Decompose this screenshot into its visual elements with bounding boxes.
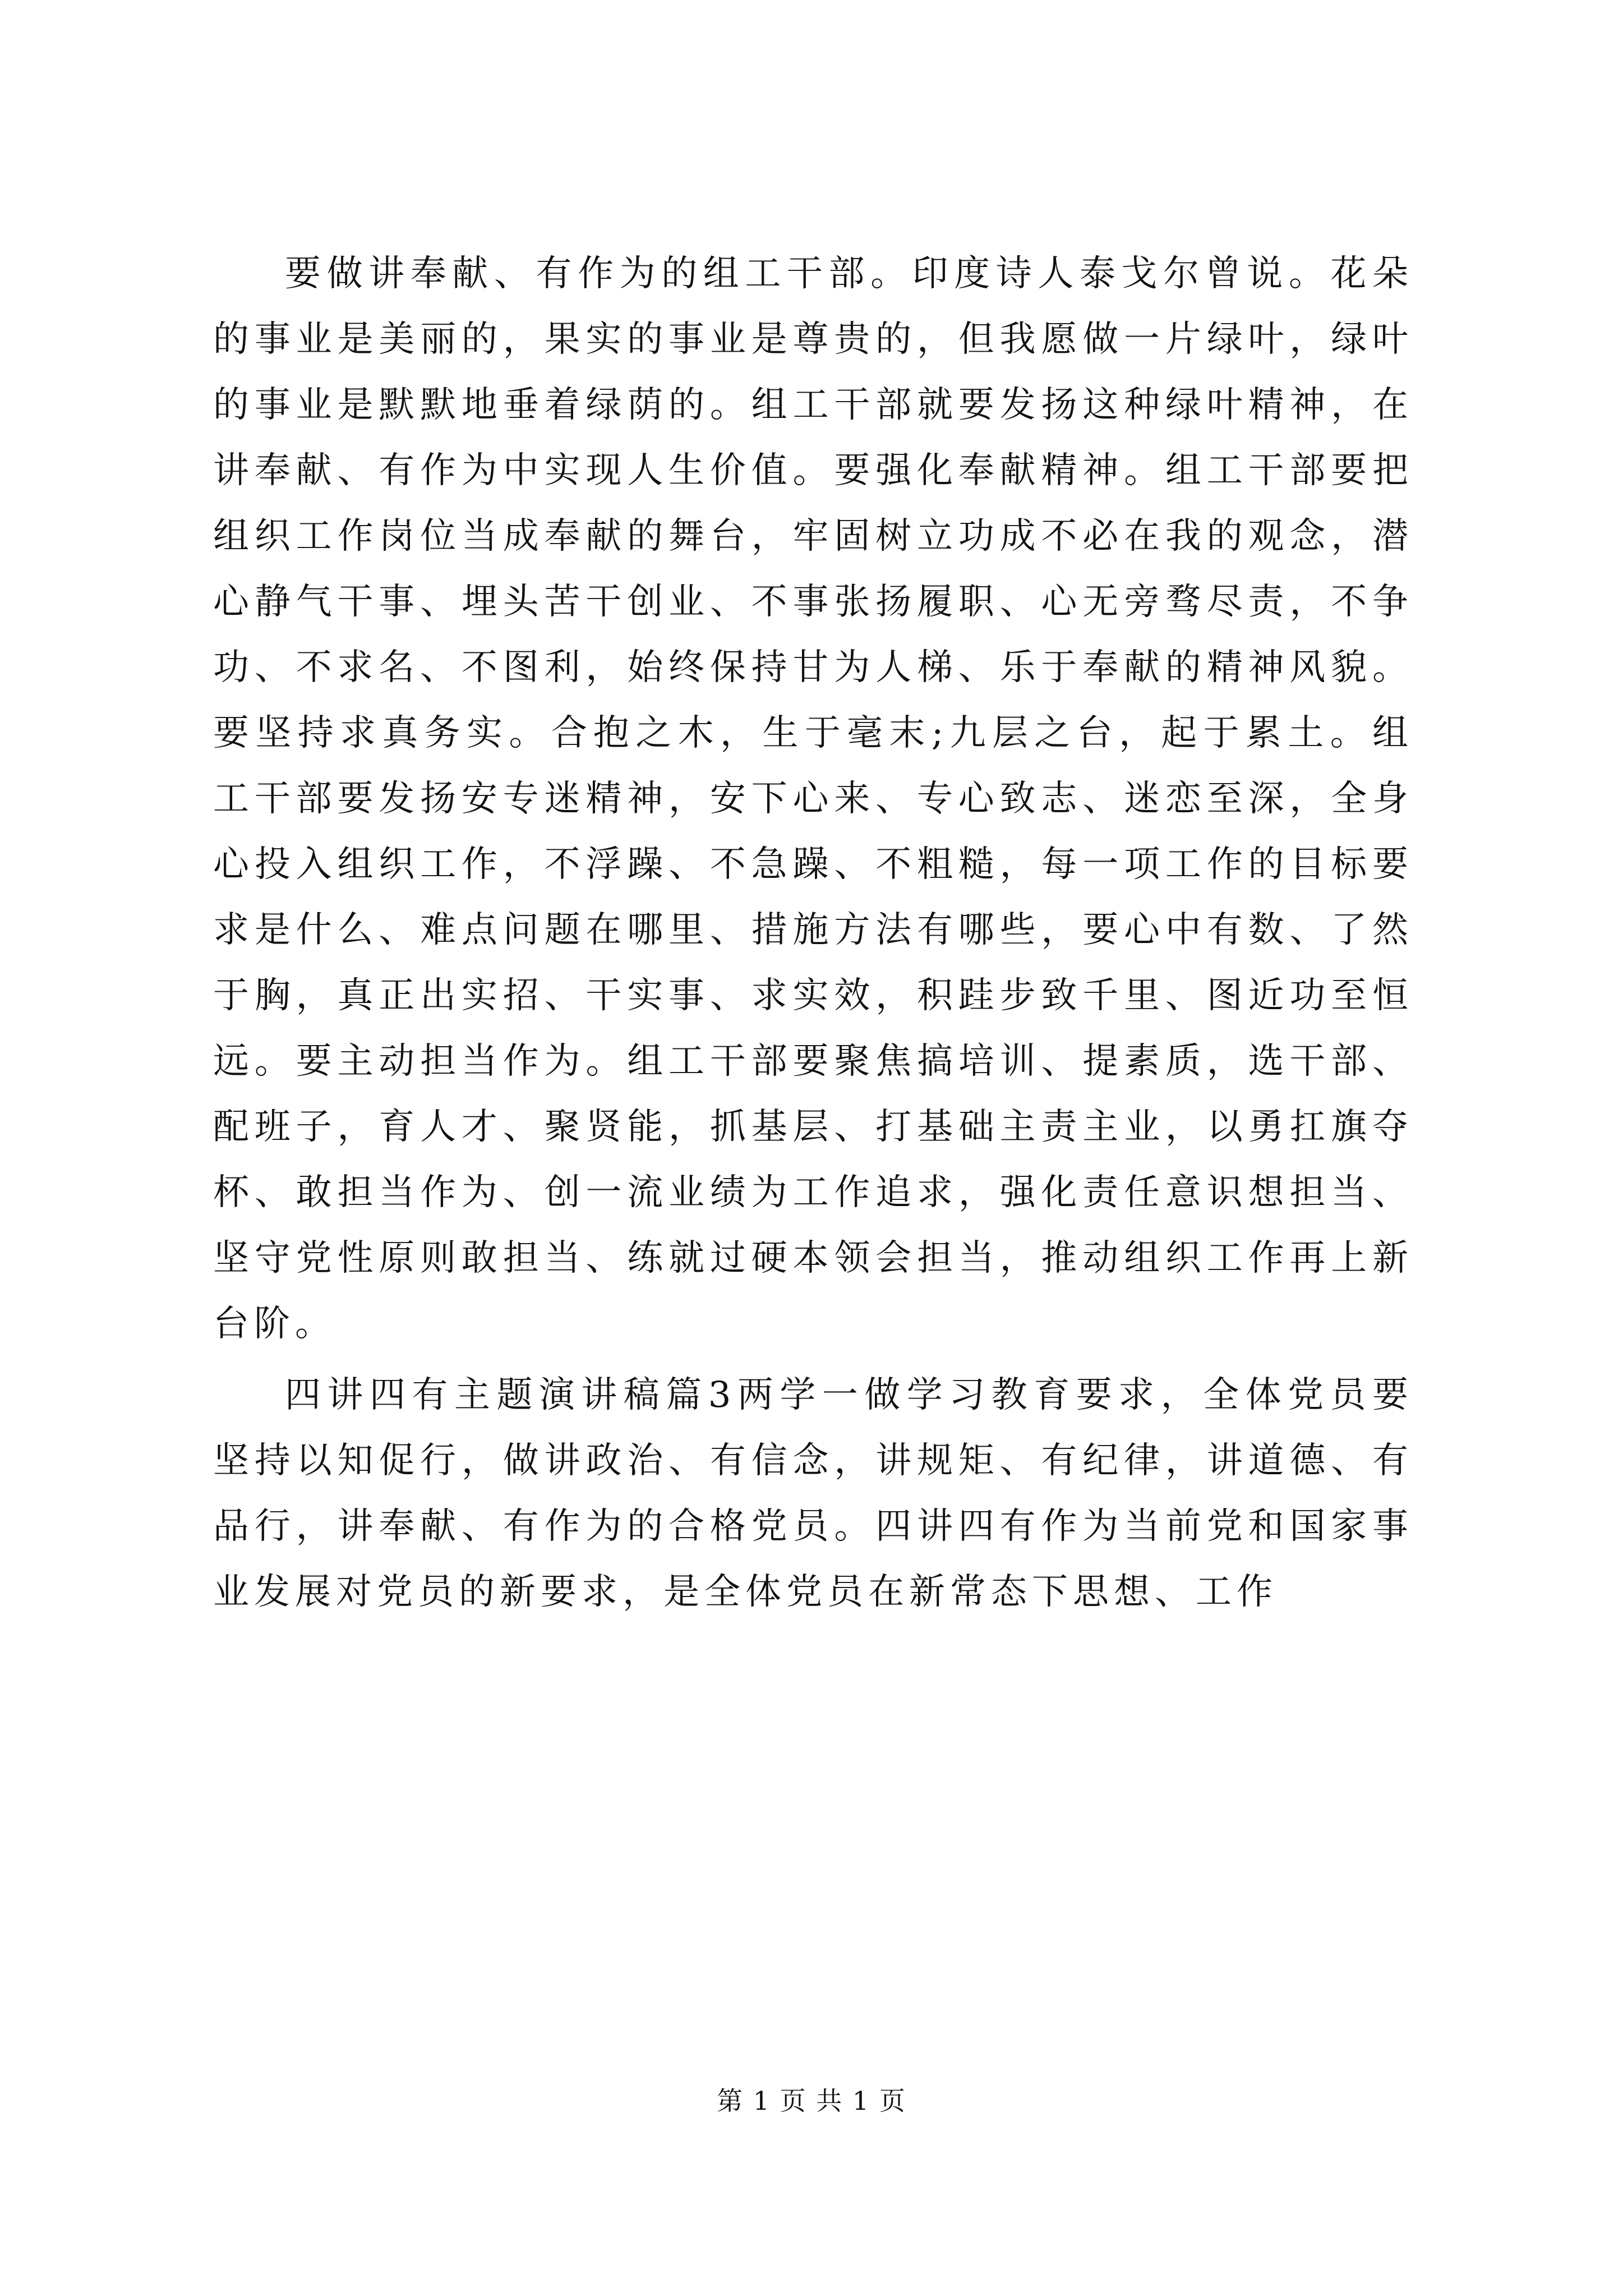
page-footer: 第 1 页 共 1 页	[717, 2086, 906, 2116]
paragraph-2: 四讲四有主题演讲稿篇3两学一做学习教育要求，全体党员要坚持以知促行，做讲政治、有信念，讲规矩、有纪律，讲道德、有品行，讲奉献、有作为的合格党员。四讲四有作为当前党和国家事业发展对党员的新要求，是全体党员在新常态下思想、工作	[213, 1374, 1413, 1613]
paragraph-1: 要做讲奉献、有作为的组工干部。印度诗人泰戈尔曾说。花朵的事业是美丽的，果实的事业是尊贵的，但我愿做一片绿叶，绿叶的事业是默默地垂着绿荫的。组工干部就要发扬这种绿叶精神，在讲奉献、有作为中实现人生价值。要强化奉献精神。组工干部要把组织工作岗位当成奉献的舞台，牢固树立功成不必在我的观念，潜心静气干事、埋头苦干创业、不事张扬履职、心无旁骛尽责，不争功、不求名、不图利，始终保持甘为人梯、乐于奉献的精神风貌。要坚持求真务实。合抱之木，生于毫末;九层之台，起于累土。组工干部要发扬安专迷精神，安下心来、专心致志、迷恋至深，全身心投入组织工作，不浮躁、不急躁、不粗糙，每一项工作的目标要求是什么、难点问题在哪里、措施方法有哪些，要心中有数、了然于胸，真正出实招、干实事、求实效，积跬步致千里、图近功至恒远。要主动担当作为。组工干部要聚焦搞培训、提素质，选干部、配班子，育人才、聚贤能，抓基层、打基础主责主业，以勇扛旗夺杯、敢担当作为、创一流业绩为工作追求，强化责任意识想担当、坚守党性原则敢担当、练就过硬本领会担当，推动组织工作再上新台阶。	[213, 253, 1413, 1345]
document-body	[213, 241, 1413, 1631]
